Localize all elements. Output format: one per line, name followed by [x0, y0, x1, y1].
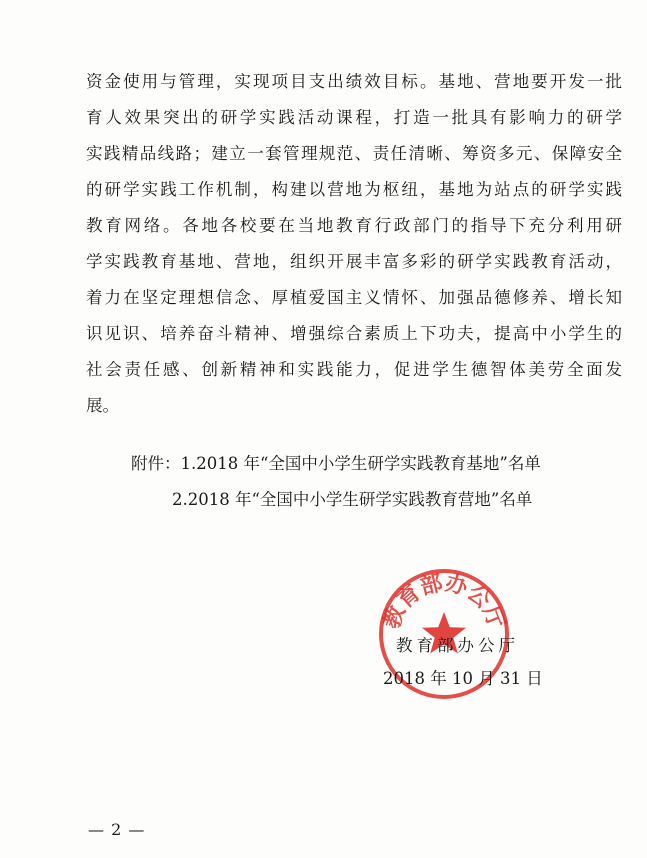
body-line: 展。	[86, 396, 119, 415]
attachment-item-1: 附件：1.2018 年“全国中小学生研学实践教育基地”名单	[131, 454, 541, 473]
body-line: 实践精品线路；建立一套管理规范、责任清晰、筹资多元、保障安全	[86, 144, 622, 163]
issuer-name: 教育部办公厅	[396, 636, 519, 655]
body-line: 育人效果突出的研学实践活动课程，打造一批具有影响力的研学	[86, 108, 622, 127]
body-line: 教育网络。各地各校要在当地教育行政部门的指导下充分利用研	[86, 216, 622, 235]
body-paragraph	[86, 64, 622, 424]
attachment-item-2: 2.2018 年“全国中小学生研学实践教育营地”名单	[172, 490, 533, 509]
body-line: 识见识、培养奋斗精神、增强综合素质上下功夫，提高中小学生的	[86, 324, 622, 343]
body-line: 学实践教育基地、营地，组织开展丰富多彩的研学实践教育活动，	[86, 252, 622, 271]
issue-date: 2018 年 10 月 31 日	[383, 669, 543, 688]
body-line: 资金使用与管理，实现项目支出绩效目标。基地、营地要开发一批	[86, 72, 622, 91]
attachments-list	[131, 446, 631, 518]
seal-text: 教育部办公厅	[378, 569, 510, 633]
page-number: — 2 —	[88, 820, 146, 839]
body-line: 着力在坚定理想信念、厚植爱国主义情怀、加强品德修养、增长知	[86, 288, 622, 307]
body-line: 社会责任感、创新精神和实践能力，促进学生德智体美劳全面发	[86, 360, 622, 379]
body-line: 的研学实践工作机制，构建以营地为枢纽，基地为站点的研学实践	[86, 180, 622, 199]
